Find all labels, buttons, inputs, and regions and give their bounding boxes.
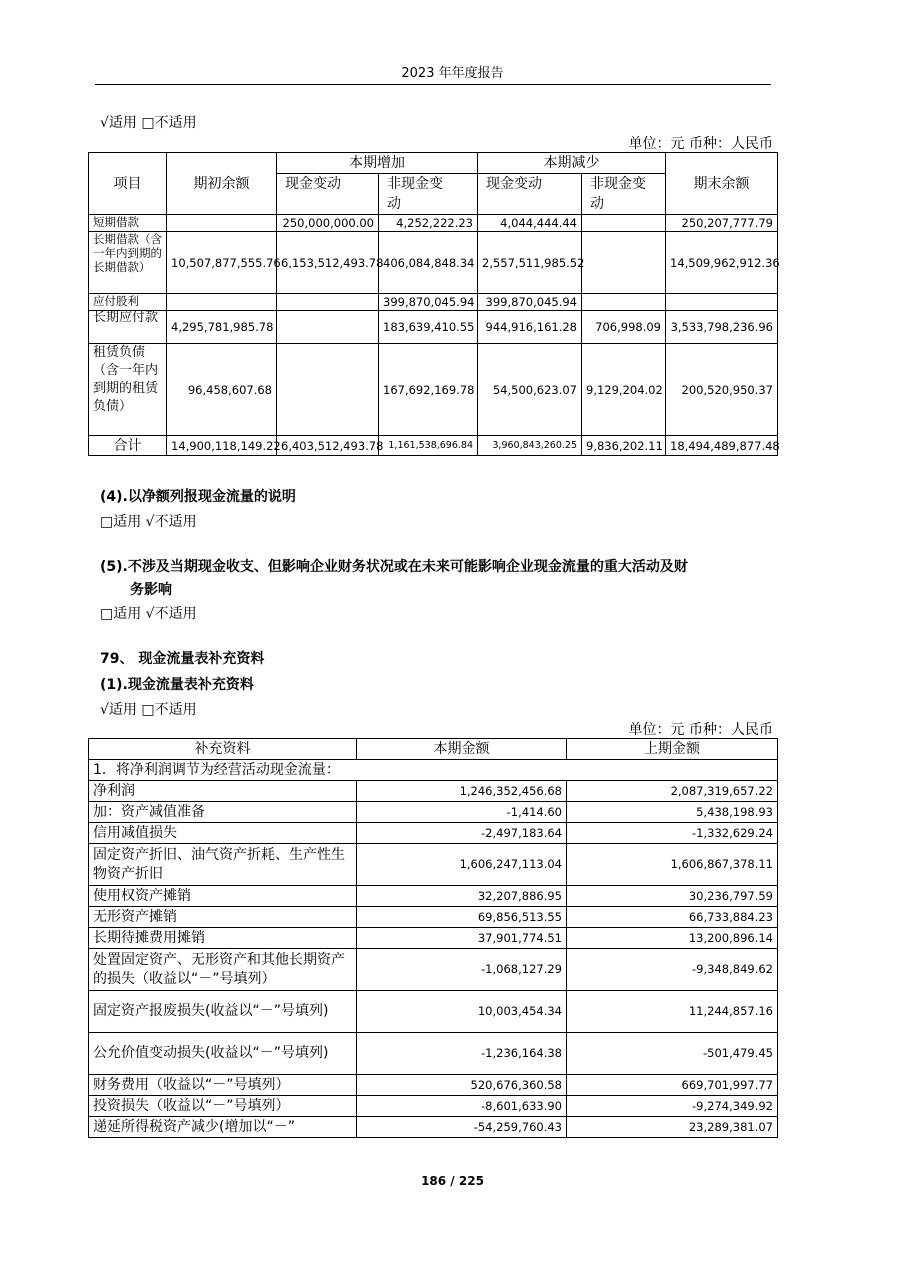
cell-previous: 1,606,867,378.11 (567, 844, 778, 886)
cell-dec-cash: 944,916,161.28 (478, 311, 582, 344)
cell-current: 37,901,774.51 (357, 928, 567, 949)
col-header-previous: 上期金额 (567, 739, 778, 760)
col-header-inc-noncash: 非现金变 动 (379, 174, 478, 215)
cell-current: -8,601,633.90 (357, 1096, 567, 1117)
table-row (89, 781, 778, 802)
cell-dec-noncash: 706,998.09 (582, 311, 666, 344)
cell-dec-cash: 2,557,511,985.52 (478, 232, 582, 294)
section-row: 1．将净利润调节为经营活动现金流量： (89, 760, 778, 781)
cell-previous: -9,348,849.62 (567, 949, 778, 991)
row-label: 固定资产报废损失(收益以“－”号填列) (89, 991, 357, 1033)
row-label: 公允价值变动损失(收益以“－”号填列) (89, 1033, 357, 1075)
table-row (89, 949, 778, 991)
col-header-dec-noncash: 非现金变 动 (582, 174, 666, 215)
cell-closing: 200,520,950.37 (666, 344, 778, 436)
row-label: 应付股利 (89, 294, 167, 311)
cell-dec-cash: 54,500,623.07 (478, 344, 582, 436)
cell-previous: 23,289,381.07 (567, 1117, 778, 1138)
cell-dec-noncash: 9,129,204.02 (582, 344, 666, 436)
cell-closing (666, 294, 778, 311)
cell-previous: 13,200,896.14 (567, 928, 778, 949)
cell-inc-noncash: 4,252,222.23 (379, 215, 478, 232)
total-inc-noncash: 1,161,538,696.84 (379, 436, 478, 456)
table-row (89, 844, 778, 886)
cell-current: 1,246,352,456.68 (357, 781, 567, 802)
cashflow-supplement-table (88, 738, 778, 1138)
cell-dec-cash: 4,044,444.44 (478, 215, 582, 232)
table-total-row (89, 436, 778, 456)
cell-previous: 11,244,857.16 (567, 991, 778, 1033)
row-label: 递延所得税资产减少(增加以“－” (89, 1117, 357, 1138)
table-row (89, 232, 778, 294)
cell-previous: -1,332,629.24 (567, 823, 778, 844)
row-label: 长期应付款 (89, 311, 167, 344)
row-label: 长期借款（含一年内到期的长期借款） (89, 232, 167, 294)
cell-opening (167, 294, 277, 311)
row-label: 短期借款 (89, 215, 167, 232)
cell-dec-cash: 399,870,045.94 (478, 294, 582, 311)
liabilities-change-table (88, 152, 778, 456)
row-label: 财务费用（收益以“－”号填列） (89, 1075, 357, 1096)
section-79-applicability: √适用 □不适用 (100, 702, 197, 718)
cell-previous: 66,733,884.23 (567, 907, 778, 928)
row-label: 租赁负债（含一年内到期的租赁负债） (89, 344, 167, 436)
unit-currency-note-2: 单位：元 币种：人民币 (628, 722, 773, 738)
row-label: 处置固定资产、无形资产和其他长期资产的损失（收益以“－”号填列） (89, 949, 357, 991)
row-label: 长期待摊费用摊销 (89, 928, 357, 949)
col-header-increase: 本期增加 (277, 153, 478, 174)
cell-previous: -9,274,349.92 (567, 1096, 778, 1117)
header-divider (95, 84, 771, 85)
cell-inc-noncash: 167,692,169.78 (379, 344, 478, 436)
section-4-applicability: □适用 √不适用 (100, 514, 197, 530)
cell-dec-noncash (582, 215, 666, 232)
cell-closing: 3,533,798,236.96 (666, 311, 778, 344)
total-dec-noncash: 9,836,202.11 (582, 436, 666, 456)
table-row (89, 294, 778, 311)
table-row (89, 344, 778, 436)
table-row (89, 991, 778, 1033)
section-5-title-line2: 务影响 (130, 582, 172, 598)
col-header-supplement: 补充资料 (89, 739, 357, 760)
total-label: 合计 (89, 436, 167, 456)
cell-inc-noncash: 399,870,045.94 (379, 294, 478, 311)
unit-currency-note-1: 单位：元 币种：人民币 (628, 136, 773, 152)
cell-opening: 4,295,781,985.78 (167, 311, 277, 344)
page-number: 186 / 225 (421, 1174, 484, 1188)
section-4-title: (4).以净额列报现金流量的说明 (100, 489, 296, 505)
col-header-inc-cash: 现金变动 (277, 174, 379, 215)
col-header-opening: 期初余额 (167, 153, 277, 215)
table-row (89, 823, 778, 844)
row-label: 使用权资产摊销 (89, 886, 357, 907)
cell-current: -54,259,760.43 (357, 1117, 567, 1138)
table-row (89, 1075, 778, 1096)
total-opening: 14,900,118,149.22 (167, 436, 277, 456)
cell-current: -2,497,183.64 (357, 823, 567, 844)
col-header-current: 本期金额 (357, 739, 567, 760)
cell-closing: 250,207,777.79 (666, 215, 778, 232)
cell-inc-cash: 6,153,512,493.78 (277, 232, 379, 294)
cell-current: 69,856,513.55 (357, 907, 567, 928)
col-header-closing: 期末余额 (666, 153, 778, 215)
cell-inc-noncash: 406,084,848.34 (379, 232, 478, 294)
report-header-title: 2023 年年度报告 (401, 66, 504, 81)
section-79-title: 79、 现金流量表补充资料 (100, 651, 265, 667)
table-row (89, 907, 778, 928)
table-row (89, 215, 778, 232)
section-5-applicability: □适用 √不适用 (100, 606, 197, 622)
table-row (89, 886, 778, 907)
row-label: 净利润 (89, 781, 357, 802)
cell-current: 1,606,247,113.04 (357, 844, 567, 886)
cell-current: 520,676,360.58 (357, 1075, 567, 1096)
total-closing: 18,494,489,877.48 (666, 436, 778, 456)
cell-current: -1,236,164.38 (357, 1033, 567, 1075)
row-label: 无形资产摊销 (89, 907, 357, 928)
cell-dec-noncash (582, 294, 666, 311)
row-label: 投资损失（收益以“－”号填列） (89, 1096, 357, 1117)
table-row (89, 1096, 778, 1117)
cell-inc-cash (277, 294, 379, 311)
total-inc-cash: 6,403,512,493.78 (277, 436, 379, 456)
cell-opening: 10,507,877,555.76 (167, 232, 277, 294)
cell-inc-cash: 250,000,000.00 (277, 215, 379, 232)
row-label: 信用减值损失 (89, 823, 357, 844)
table-row (89, 1117, 778, 1138)
row-label: 固定资产折旧、油气资产折耗、生产性生物资产折旧 (89, 844, 357, 886)
cell-closing: 14,509,962,912.36 (666, 232, 778, 294)
cell-current: -1,414.60 (357, 802, 567, 823)
cell-previous: -501,479.45 (567, 1033, 778, 1075)
row-label: 加：资产减值准备 (89, 802, 357, 823)
cell-current: 10,003,454.34 (357, 991, 567, 1033)
cell-current: 32,207,886.95 (357, 886, 567, 907)
cell-inc-cash (277, 311, 379, 344)
section-5-title-line1: (5).不涉及当期现金收支、但影响企业财务状况或在未来可能影响企业现金流量的重大活动及财 (100, 559, 688, 575)
cell-dec-noncash (582, 232, 666, 294)
table-row (89, 928, 778, 949)
cell-opening: 96,458,607.68 (167, 344, 277, 436)
cell-current: -1,068,127.29 (357, 949, 567, 991)
col-header-dec-cash: 现金变动 (478, 174, 582, 215)
cell-inc-noncash: 183,639,410.55 (379, 311, 478, 344)
cell-previous: 669,701,997.77 (567, 1075, 778, 1096)
col-header-item: 项目 (89, 153, 167, 215)
cell-previous: 30,236,797.59 (567, 886, 778, 907)
table-row (89, 1033, 778, 1075)
table-row (89, 311, 778, 344)
section-79-subtitle: (1).现金流量表补充资料 (100, 677, 254, 693)
cell-opening (167, 215, 277, 232)
col-header-decrease: 本期减少 (478, 153, 666, 174)
cell-previous: 5,438,198.93 (567, 802, 778, 823)
table-row (89, 802, 778, 823)
cell-inc-cash (277, 344, 379, 436)
total-dec-cash: 3,960,843,260.25 (478, 436, 582, 456)
cell-previous: 2,087,319,657.22 (567, 781, 778, 802)
applicability-note-1: √适用 □不适用 (100, 115, 197, 131)
